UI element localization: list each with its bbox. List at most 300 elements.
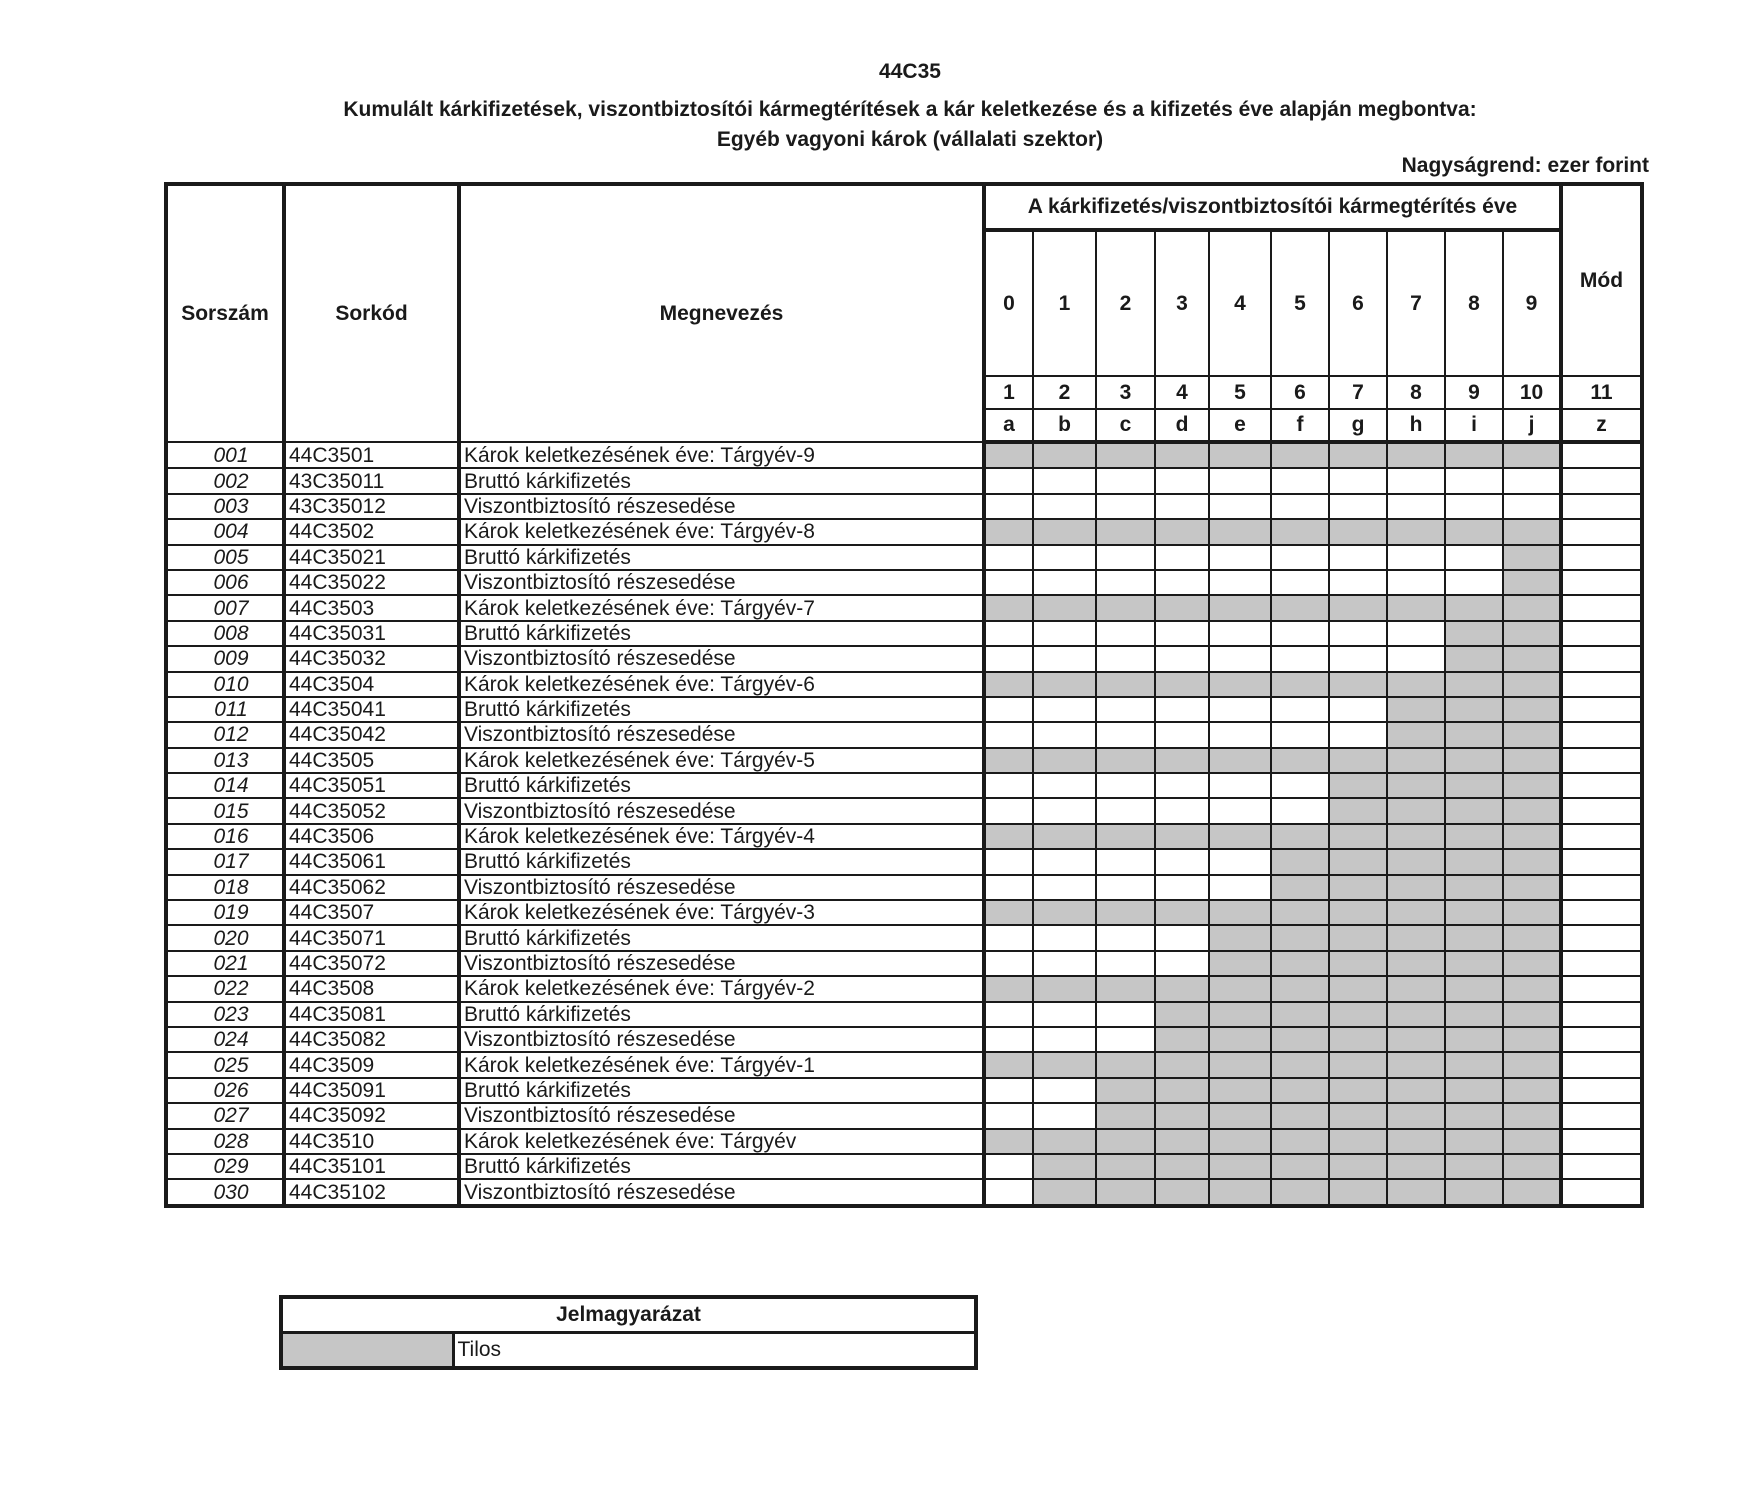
input-cell[interactable]: [1271, 621, 1329, 646]
row-sorkod: 43C35012: [284, 494, 459, 519]
input-cell[interactable]: [1155, 925, 1209, 950]
input-cell[interactable]: [984, 798, 1033, 823]
input-cell[interactable]: [984, 494, 1033, 519]
table-row: [166, 468, 1642, 493]
row-megnevezes: Károk keletkezésének éve: Tárgyév-7: [459, 595, 984, 620]
forbidden-cell: [1503, 748, 1561, 773]
input-cell[interactable]: [984, 1027, 1033, 1052]
forbidden-cell: [1096, 1052, 1155, 1077]
row-sorkod: 44C35021: [284, 545, 459, 570]
row-sorkod: 44C35032: [284, 646, 459, 671]
forbidden-cell: [1387, 1027, 1445, 1052]
forbidden-cell: [984, 442, 1033, 468]
forbidden-cell: [1329, 1103, 1387, 1128]
input-cell[interactable]: [1096, 1002, 1155, 1027]
mod-cell[interactable]: [1561, 925, 1642, 950]
forbidden-cell: [1445, 621, 1503, 646]
input-cell[interactable]: [984, 1078, 1033, 1103]
forbidden-cell: [1271, 1002, 1329, 1027]
input-cell[interactable]: [984, 545, 1033, 570]
row-megnevezes: Bruttó kárkifizetés: [459, 773, 984, 798]
row-sorkod: 44C3501: [284, 442, 459, 468]
mod-cell[interactable]: [1561, 621, 1642, 646]
input-cell[interactable]: [1445, 545, 1503, 570]
row-sorszam: 026: [166, 1078, 284, 1103]
forbidden-cell: [1271, 976, 1329, 1001]
input-cell[interactable]: [1387, 545, 1445, 570]
input-cell[interactable]: [984, 1179, 1033, 1205]
row-sorkod: 44C35091: [284, 1078, 459, 1103]
forbidden-cell: [1445, 824, 1503, 849]
mod-cell[interactable]: [1561, 722, 1642, 747]
forbidden-cell: [1096, 824, 1155, 849]
forbidden-cell: [1503, 798, 1561, 823]
forbidden-cell: [1209, 1078, 1271, 1103]
input-cell[interactable]: [1033, 468, 1096, 493]
forbidden-cell: [1387, 748, 1445, 773]
forbidden-cell: [1445, 748, 1503, 773]
input-cell[interactable]: [1096, 468, 1155, 493]
forbidden-cell: [1155, 1078, 1209, 1103]
forbidden-cell: [984, 1129, 1033, 1154]
header-mod: Mód: [1561, 184, 1642, 376]
table-row: [166, 545, 1642, 570]
mod-cell[interactable]: [1561, 824, 1642, 849]
forbidden-cell: [1209, 672, 1271, 697]
header-year-col: 3: [1155, 230, 1209, 376]
table-row: [166, 646, 1642, 671]
row-sorszam: 010: [166, 672, 284, 697]
input-cell[interactable]: [1445, 494, 1503, 519]
forbidden-cell: [1387, 1129, 1445, 1154]
row-sorszam: 017: [166, 849, 284, 874]
input-cell[interactable]: [1271, 468, 1329, 493]
input-cell[interactable]: [1096, 621, 1155, 646]
mod-cell[interactable]: [1561, 951, 1642, 976]
input-cell[interactable]: [1033, 849, 1096, 874]
forbidden-cell: [1271, 519, 1329, 544]
input-cell[interactable]: [1271, 570, 1329, 595]
table-row: [166, 951, 1642, 976]
forbidden-cell: [1329, 951, 1387, 976]
input-cell[interactable]: [1387, 468, 1445, 493]
forbidden-cell: [1033, 1154, 1096, 1179]
table-row: [166, 595, 1642, 620]
input-cell[interactable]: [1096, 646, 1155, 671]
input-cell[interactable]: [1096, 722, 1155, 747]
mod-cell[interactable]: [1561, 545, 1642, 570]
forbidden-cell: [1155, 1154, 1209, 1179]
header-column-number: 11: [1561, 376, 1642, 409]
row-megnevezes: Károk keletkezésének éve: Tárgyév-9: [459, 442, 984, 468]
input-cell[interactable]: [1329, 646, 1387, 671]
forbidden-cell: [1155, 519, 1209, 544]
forbidden-cell: [1155, 748, 1209, 773]
header-column-letter: g: [1329, 409, 1387, 442]
table-row: [166, 519, 1642, 544]
forbidden-cell: [1387, 1002, 1445, 1027]
input-cell[interactable]: [1209, 722, 1271, 747]
row-sorkod: 44C35102: [284, 1179, 459, 1205]
forbidden-cell: [1387, 773, 1445, 798]
input-cell[interactable]: [1096, 951, 1155, 976]
input-cell[interactable]: [1329, 468, 1387, 493]
input-cell[interactable]: [984, 1103, 1033, 1128]
forbidden-cell: [1329, 798, 1387, 823]
row-sorkod: 44C3503: [284, 595, 459, 620]
input-cell[interactable]: [1503, 468, 1561, 493]
header-column-letter: i: [1445, 409, 1503, 442]
row-megnevezes: Károk keletkezésének éve: Tárgyév-6: [459, 672, 984, 697]
input-cell[interactable]: [1033, 722, 1096, 747]
mod-cell[interactable]: [1561, 697, 1642, 722]
header-column-number: 4: [1155, 376, 1209, 409]
forbidden-cell: [1387, 875, 1445, 900]
mod-cell[interactable]: [1561, 519, 1642, 544]
input-cell[interactable]: [1329, 697, 1387, 722]
row-sorszam: 007: [166, 595, 284, 620]
input-cell[interactable]: [984, 570, 1033, 595]
input-cell[interactable]: [1033, 951, 1096, 976]
row-sorszam: 008: [166, 621, 284, 646]
mod-cell[interactable]: [1561, 1027, 1642, 1052]
row-sorkod: 44C3507: [284, 900, 459, 925]
header-column-letter: d: [1155, 409, 1209, 442]
input-cell[interactable]: [1155, 773, 1209, 798]
input-cell[interactable]: [1033, 925, 1096, 950]
forbidden-cell: [1209, 1129, 1271, 1154]
forbidden-cell: [1033, 595, 1096, 620]
mod-cell[interactable]: [1561, 875, 1642, 900]
forbidden-cell: [1033, 900, 1096, 925]
input-cell[interactable]: [1209, 875, 1271, 900]
forbidden-cell: [1503, 519, 1561, 544]
forbidden-cell: [984, 1052, 1033, 1077]
input-cell[interactable]: [1209, 494, 1271, 519]
input-cell[interactable]: [1445, 468, 1503, 493]
input-cell[interactable]: [1209, 468, 1271, 493]
header-year-col: 0: [984, 230, 1033, 376]
forbidden-cell: [1155, 900, 1209, 925]
input-cell[interactable]: [1033, 545, 1096, 570]
forbidden-cell: [1329, 824, 1387, 849]
mod-cell[interactable]: [1561, 494, 1642, 519]
row-sorszam: 030: [166, 1179, 284, 1205]
row-megnevezes: Károk keletkezésének éve: Tárgyév-4: [459, 824, 984, 849]
input-cell[interactable]: [1033, 875, 1096, 900]
forbidden-cell: [1503, 545, 1561, 570]
input-cell[interactable]: [1155, 468, 1209, 493]
forbidden-cell: [1096, 900, 1155, 925]
input-cell[interactable]: [984, 1002, 1033, 1027]
forbidden-cell: [1503, 849, 1561, 874]
row-sorkod: 44C3502: [284, 519, 459, 544]
units-label: Nagyságrend: ezer forint: [1401, 154, 1649, 177]
forbidden-cell: [1096, 672, 1155, 697]
input-cell[interactable]: [1155, 951, 1209, 976]
input-cell[interactable]: [1033, 570, 1096, 595]
input-cell[interactable]: [1445, 570, 1503, 595]
input-cell[interactable]: [1096, 494, 1155, 519]
forbidden-cell: [1503, 722, 1561, 747]
input-cell[interactable]: [1155, 798, 1209, 823]
forbidden-cell: [1503, 925, 1561, 950]
mod-cell[interactable]: [1561, 570, 1642, 595]
forbidden-cell: [1096, 595, 1155, 620]
row-sorszam: 015: [166, 798, 284, 823]
forbidden-cell: [1387, 519, 1445, 544]
input-cell[interactable]: [984, 621, 1033, 646]
forbidden-cell: [1387, 951, 1445, 976]
input-cell[interactable]: [1033, 1103, 1096, 1128]
input-cell[interactable]: [1209, 773, 1271, 798]
input-cell[interactable]: [1387, 621, 1445, 646]
row-sorszam: 006: [166, 570, 284, 595]
forbidden-cell: [1329, 1027, 1387, 1052]
input-cell[interactable]: [984, 925, 1033, 950]
forbidden-cell: [984, 900, 1033, 925]
input-cell[interactable]: [1209, 545, 1271, 570]
forbidden-cell: [1033, 748, 1096, 773]
input-cell[interactable]: [1033, 646, 1096, 671]
row-sorkod: 44C35062: [284, 875, 459, 900]
input-cell[interactable]: [1096, 773, 1155, 798]
input-cell[interactable]: [1271, 494, 1329, 519]
input-cell[interactable]: [1033, 1078, 1096, 1103]
input-cell[interactable]: [1209, 849, 1271, 874]
input-cell[interactable]: [1387, 570, 1445, 595]
forbidden-cell: [1329, 849, 1387, 874]
input-cell[interactable]: [1155, 697, 1209, 722]
table-row: [166, 1129, 1642, 1154]
input-cell[interactable]: [1033, 621, 1096, 646]
forbidden-cell: [1271, 672, 1329, 697]
row-sorszam: 014: [166, 773, 284, 798]
table-row: [166, 976, 1642, 1001]
forbidden-cell: [1503, 570, 1561, 595]
table-row: [166, 494, 1642, 519]
forbidden-cell: [1329, 900, 1387, 925]
forbidden-cell: [1155, 672, 1209, 697]
input-cell[interactable]: [1209, 697, 1271, 722]
row-megnevezes: Károk keletkezésének éve: Tárgyév-2: [459, 976, 984, 1001]
input-cell[interactable]: [1271, 722, 1329, 747]
legend-table: [279, 1295, 978, 1370]
forbidden-cell: [1271, 1179, 1329, 1205]
forbidden-cell: [1445, 1179, 1503, 1205]
input-cell[interactable]: [1155, 849, 1209, 874]
header-column-number: 1: [984, 376, 1033, 409]
row-megnevezes: Károk keletkezésének éve: Tárgyév-8: [459, 519, 984, 544]
input-cell[interactable]: [984, 646, 1033, 671]
input-cell[interactable]: [1155, 570, 1209, 595]
row-sorkod: 44C35052: [284, 798, 459, 823]
row-megnevezes: Viszontbiztosító részesedése: [459, 951, 984, 976]
forbidden-cell: [1445, 1129, 1503, 1154]
table-row: [166, 900, 1642, 925]
forbidden-cell: [1271, 1078, 1329, 1103]
input-cell[interactable]: [1033, 1002, 1096, 1027]
forbidden-cell: [1033, 1129, 1096, 1154]
input-cell[interactable]: [984, 722, 1033, 747]
forbidden-cell: [1329, 1179, 1387, 1205]
header-column-number: 9: [1445, 376, 1503, 409]
forbidden-cell: [1096, 442, 1155, 468]
input-cell[interactable]: [1209, 621, 1271, 646]
input-cell[interactable]: [984, 1154, 1033, 1179]
mod-cell[interactable]: [1561, 976, 1642, 1001]
input-cell[interactable]: [984, 875, 1033, 900]
forbidden-cell: [1387, 722, 1445, 747]
mod-cell[interactable]: [1561, 442, 1642, 468]
row-sorszam: 023: [166, 1002, 284, 1027]
mod-cell[interactable]: [1561, 646, 1642, 671]
input-cell[interactable]: [1096, 875, 1155, 900]
input-cell[interactable]: [984, 697, 1033, 722]
mod-cell[interactable]: [1561, 1002, 1642, 1027]
forbidden-cell: [1155, 1027, 1209, 1052]
forbidden-cell: [1503, 1052, 1561, 1077]
forbidden-cell: [1503, 900, 1561, 925]
input-cell[interactable]: [1096, 697, 1155, 722]
forbidden-cell: [1271, 1129, 1329, 1154]
mod-cell[interactable]: [1561, 468, 1642, 493]
mod-cell[interactable]: [1561, 1179, 1642, 1205]
row-megnevezes: Bruttó kárkifizetés: [459, 545, 984, 570]
input-cell[interactable]: [1271, 646, 1329, 671]
mod-cell[interactable]: [1561, 900, 1642, 925]
mod-cell[interactable]: [1561, 1103, 1642, 1128]
forbidden-cell: [1033, 672, 1096, 697]
forbidden-cell: [1209, 595, 1271, 620]
mod-cell[interactable]: [1561, 595, 1642, 620]
input-cell[interactable]: [1033, 773, 1096, 798]
forbidden-cell: [1329, 1078, 1387, 1103]
forbidden-cell: [1329, 1002, 1387, 1027]
forbidden-cell: [1271, 748, 1329, 773]
input-cell[interactable]: [1155, 646, 1209, 671]
forbidden-cell: [1387, 798, 1445, 823]
input-cell[interactable]: [1271, 773, 1329, 798]
input-cell[interactable]: [1271, 697, 1329, 722]
input-cell[interactable]: [1329, 570, 1387, 595]
input-cell[interactable]: [1209, 570, 1271, 595]
input-cell[interactable]: [1096, 798, 1155, 823]
mod-cell[interactable]: [1561, 748, 1642, 773]
forbidden-cell: [1033, 519, 1096, 544]
input-cell[interactable]: [1155, 875, 1209, 900]
input-cell[interactable]: [1096, 545, 1155, 570]
input-cell[interactable]: [984, 849, 1033, 874]
forbidden-cell: [1209, 951, 1271, 976]
input-cell[interactable]: [1329, 722, 1387, 747]
table-row: [166, 697, 1642, 722]
input-cell[interactable]: [1033, 1027, 1096, 1052]
mod-cell[interactable]: [1561, 672, 1642, 697]
forbidden-cell: [1503, 646, 1561, 671]
input-cell[interactable]: [1155, 722, 1209, 747]
forbidden-cell: [1209, 1052, 1271, 1077]
input-cell[interactable]: [1387, 494, 1445, 519]
header-sorkod: Sorkód: [284, 184, 459, 442]
mod-cell[interactable]: [1561, 1078, 1642, 1103]
input-cell[interactable]: [1096, 570, 1155, 595]
forbidden-cell: [1329, 773, 1387, 798]
input-cell[interactable]: [984, 468, 1033, 493]
row-megnevezes: Károk keletkezésének éve: Tárgyév-5: [459, 748, 984, 773]
header-year-col: 9: [1503, 230, 1561, 376]
input-cell[interactable]: [1329, 494, 1387, 519]
row-sorkod: 44C35092: [284, 1103, 459, 1128]
mod-cell[interactable]: [1561, 849, 1642, 874]
row-megnevezes: Károk keletkezésének éve: Tárgyév-3: [459, 900, 984, 925]
forbidden-cell: [1271, 442, 1329, 468]
input-cell[interactable]: [984, 951, 1033, 976]
input-cell[interactable]: [1033, 697, 1096, 722]
forbidden-cell: [1271, 951, 1329, 976]
input-cell[interactable]: [1096, 925, 1155, 950]
input-cell[interactable]: [1096, 849, 1155, 874]
mod-cell[interactable]: [1561, 1154, 1642, 1179]
row-sorszam: 027: [166, 1103, 284, 1128]
header-column-number: 8: [1387, 376, 1445, 409]
forbidden-cell: [1155, 1129, 1209, 1154]
row-sorszam: 012: [166, 722, 284, 747]
input-cell[interactable]: [1033, 494, 1096, 519]
forbidden-cell: [1329, 672, 1387, 697]
forbidden-cell: [1445, 1078, 1503, 1103]
forbidden-cell: [1329, 519, 1387, 544]
forbidden-cell: [1445, 442, 1503, 468]
mod-cell[interactable]: [1561, 1129, 1642, 1154]
input-cell[interactable]: [1155, 494, 1209, 519]
mod-cell[interactable]: [1561, 1052, 1642, 1077]
forbidden-cell: [1503, 951, 1561, 976]
mod-cell[interactable]: [1561, 773, 1642, 798]
input-cell[interactable]: [1209, 646, 1271, 671]
row-megnevezes: Viszontbiztosító részesedése: [459, 875, 984, 900]
input-cell[interactable]: [1096, 1027, 1155, 1052]
input-cell[interactable]: [984, 773, 1033, 798]
header-column-letter: z: [1561, 409, 1642, 442]
input-cell[interactable]: [1155, 621, 1209, 646]
row-sorszam: 013: [166, 748, 284, 773]
row-megnevezes: Viszontbiztosító részesedése: [459, 570, 984, 595]
input-cell[interactable]: [1329, 621, 1387, 646]
forbidden-cell: [984, 824, 1033, 849]
mod-cell[interactable]: [1561, 798, 1642, 823]
input-cell[interactable]: [1329, 545, 1387, 570]
input-cell[interactable]: [1387, 646, 1445, 671]
row-sorszam: 018: [166, 875, 284, 900]
forbidden-cell: [1271, 1154, 1329, 1179]
forbidden-cell: [1445, 1103, 1503, 1128]
row-sorkod: 44C35031: [284, 621, 459, 646]
input-cell[interactable]: [1271, 798, 1329, 823]
header-sorszam: Sorszám: [166, 184, 284, 442]
input-cell[interactable]: [1209, 798, 1271, 823]
input-cell[interactable]: [1155, 545, 1209, 570]
forbidden-cell: [1209, 925, 1271, 950]
forbidden-cell: [1387, 1078, 1445, 1103]
row-sorszam: 029: [166, 1154, 284, 1179]
input-cell[interactable]: [1503, 494, 1561, 519]
input-cell[interactable]: [1271, 545, 1329, 570]
forbidden-cell: [1387, 925, 1445, 950]
forbidden-cell: [1445, 951, 1503, 976]
input-cell[interactable]: [1033, 798, 1096, 823]
row-sorszam: 001: [166, 442, 284, 468]
